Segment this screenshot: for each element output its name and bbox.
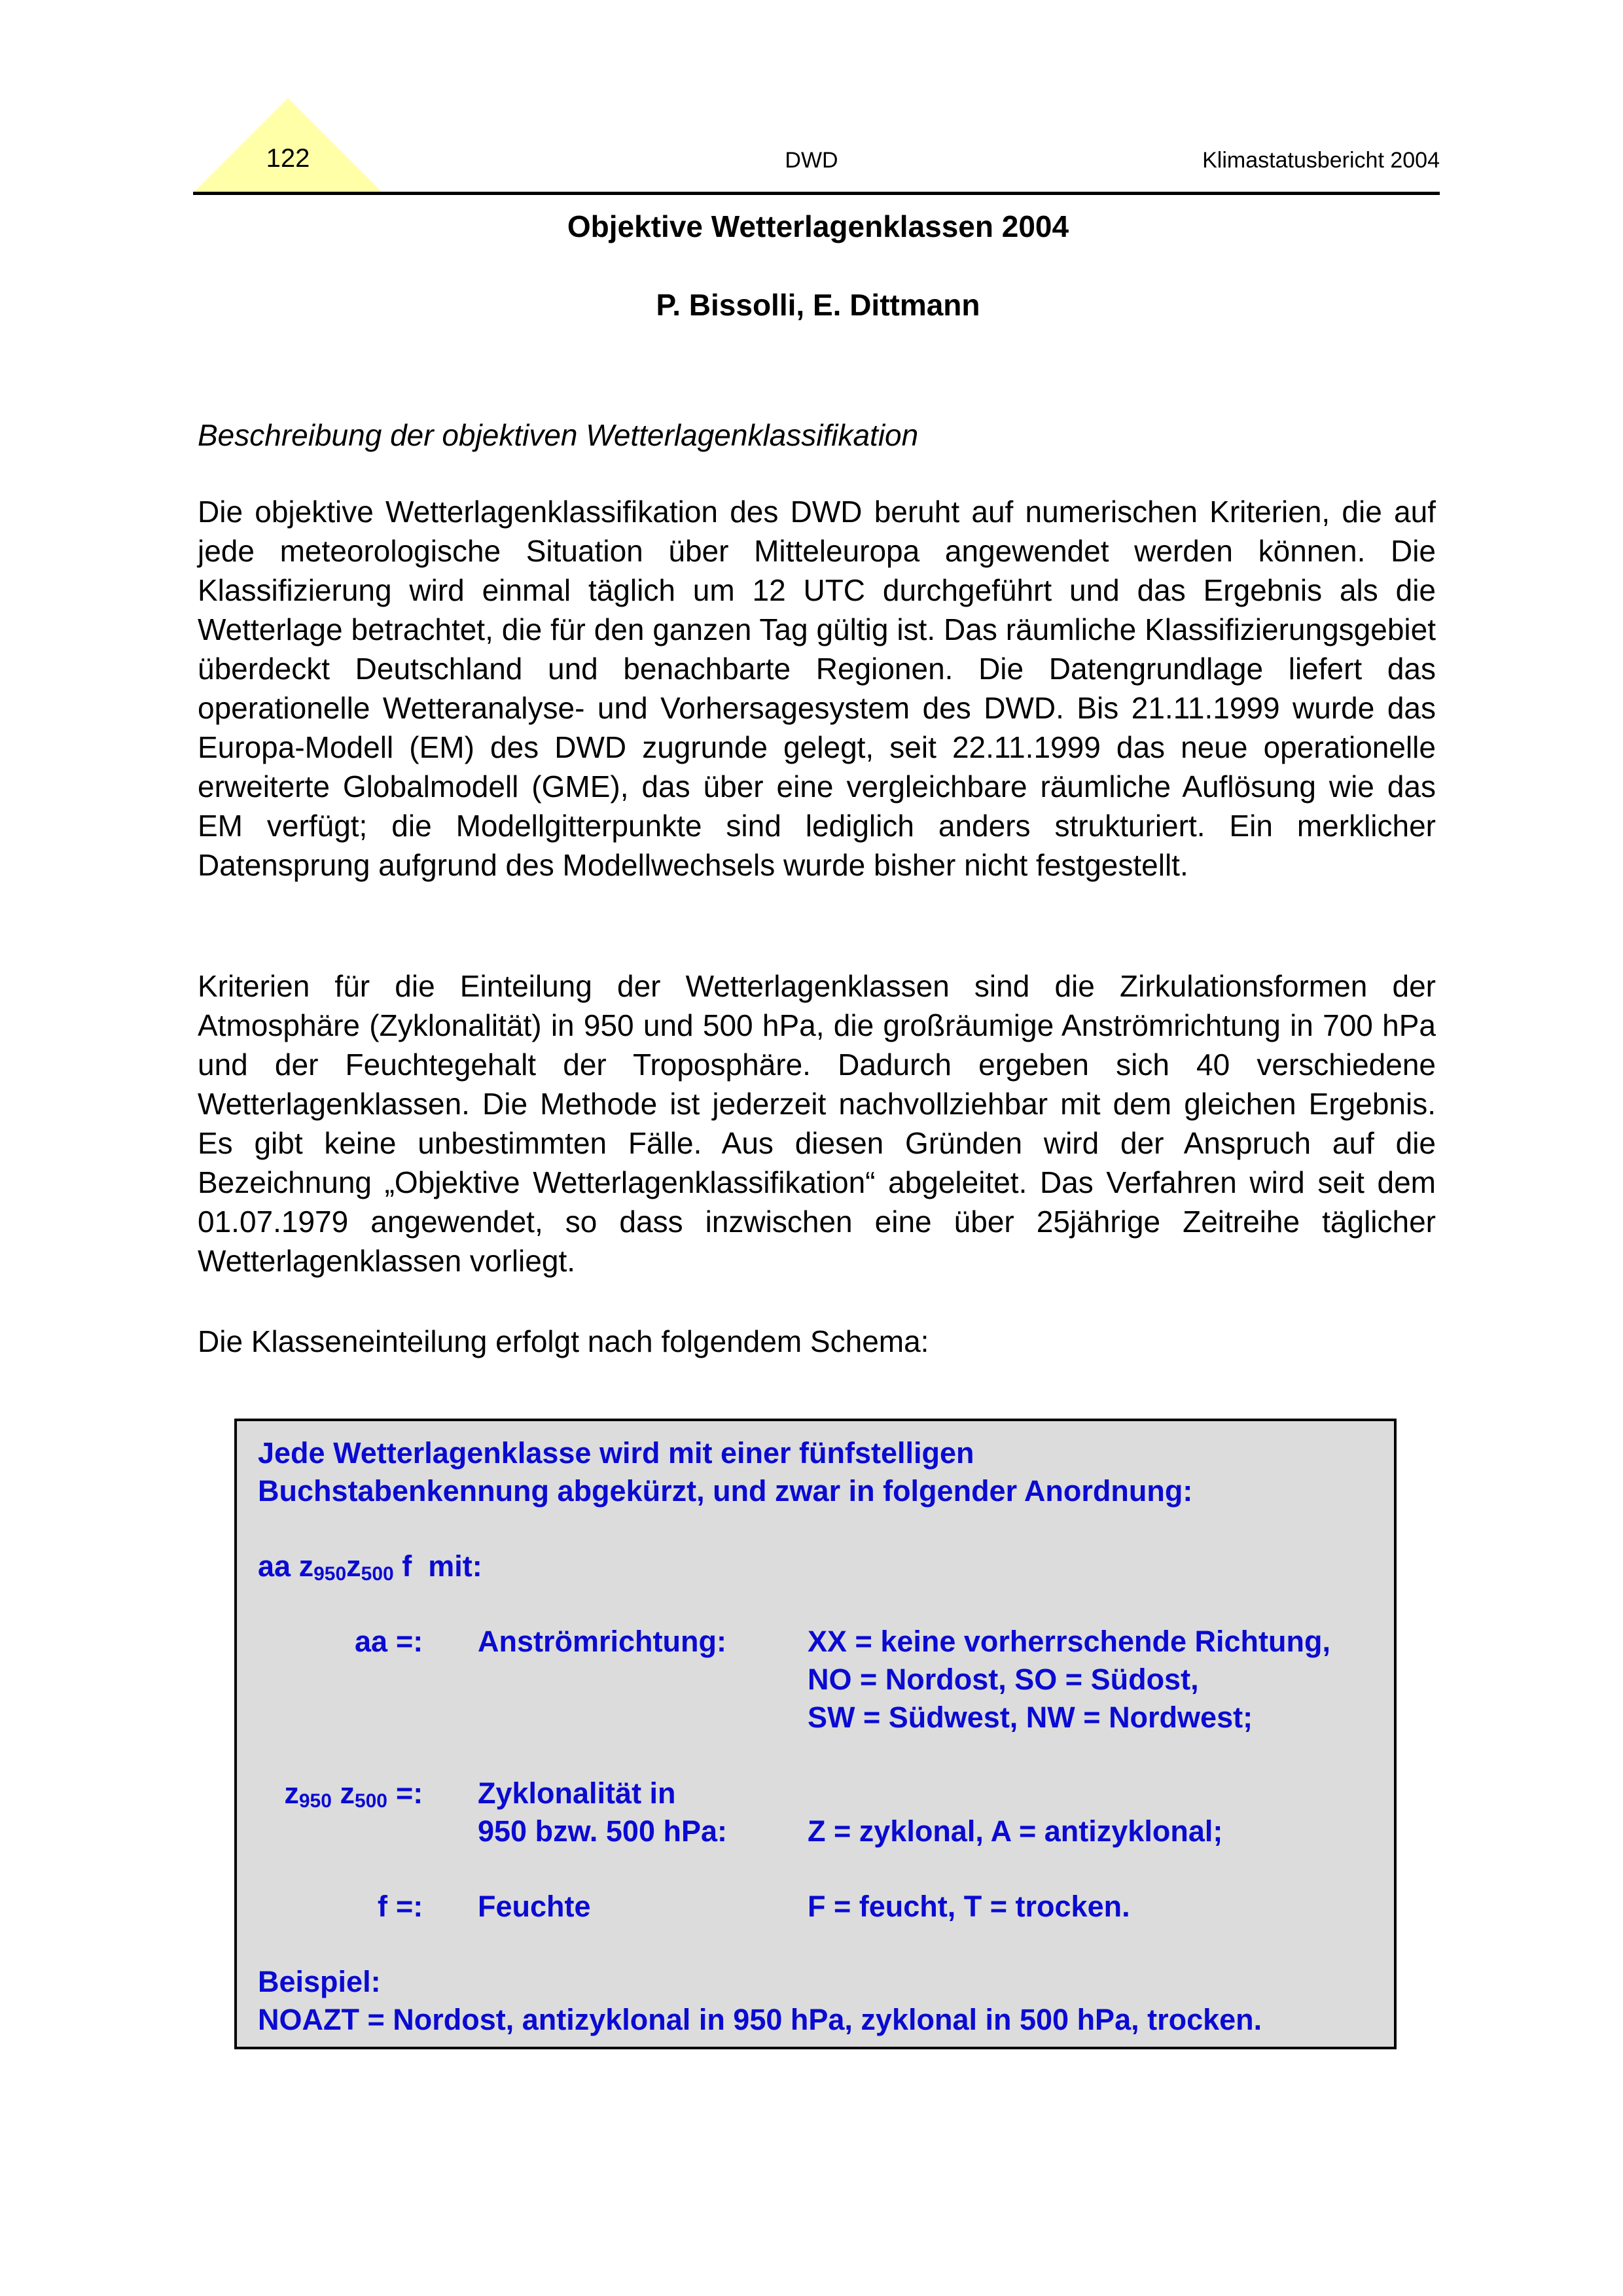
formula-mit: mit:: [428, 1549, 482, 1583]
schema-value: SW = Südwest, NW = Nordwest;: [808, 1701, 1253, 1734]
header-report-title: Klimastatusbericht 2004: [1202, 148, 1440, 173]
formula-z950: $z_{950}$: [298, 1549, 347, 1585]
article-authors: P. Bissolli, E. Dittmann: [656, 288, 980, 322]
schema-formula: [258, 1547, 482, 1585]
schema-eq: =:: [396, 1890, 423, 1923]
schema-intro-line: Jede Wetterlagenklasse wird mit einer fünfstelligen: [258, 1436, 974, 1470]
schema-eq: =:: [396, 1776, 423, 1810]
header-divider: [193, 192, 1440, 195]
schema-intro-line: Buchstabenkennung abgekürzt, und zwar in folgender Anordnung:: [258, 1474, 1193, 1508]
schema-key-z950-z500: $z_{950}$ $z_{500}$: [284, 1776, 387, 1812]
body-paragraph: Die objektive Wetterlagenklassifikation des DWD beruht auf numerischen Kriterien, die auf jede meteorologische Situation über Mitteleuropa angewendet werden können. Die Klassifizierung wird einmal täglich um 12 UTC durchgeführt und das Ergebnis als die Wetterlage betrachtet, die für den ganzen Tag gültig ist. Das räumliche Klassifizierungsgebiet überdeckt Deutschland und benachbarte Regionen. Die Datengrundlage liefert das operationelle Wetteranalyse- und Vorhersagesystem des DWD. Bis 21.11.1999 wurde das Europa-Modell (EM) des DWD zugrunde gelegt, seit 22.11.1999 das neue operationelle erweiterte Globalmodell (GME), das über eine vergleichbare räumliche Auflösung wie das EM verfügt; die Modellgitterpunkte sind lediglich anders strukturiert. Ein merklicher Datensprung aufgrund des Modellwechsels wurde bisher nicht festgestellt.: [198, 495, 1436, 882]
formula-z500: $z_{500}$: [346, 1549, 394, 1585]
schema-eq: =:: [396, 1625, 423, 1658]
schema-value: F = feucht, T = trocken.: [808, 1890, 1130, 1923]
formula-f: f: [402, 1549, 412, 1583]
body-paragraph: Kriterien für die Einteilung der Wetterlagenklassen sind die Zirkulationsformen der Atmosphäre (Zyklonalität) in 950 und 500 hPa, die großräumige Anströmrichtung in 700 hPa und der Feuchtegehalt der Troposphäre. Dadurch ergeben sich 40 verschiedene Wetterlagenklassen. Die Methode ist jederzeit nachvollziehbar mit dem gleichen Ergebnis. Es gibt keine unbestimmten Fälle. Aus diesen Gründen wird der Anspruch auf die Bezeichnung „Objektive Wetterlagenklassifikation“ abgeleitet. Das Verfahren wird seit dem 01.07.1979 angewendet, so dass inzwischen eine über 25jährige Zeitreihe täglicher Wetterlagenklassen vorliegt.: [198, 969, 1436, 1278]
schema-example-label: Beispiel:: [258, 1965, 381, 1998]
schema-key-aa: aa: [354, 1625, 387, 1658]
article-title: Objektive Wetterlagenklassen 2004: [567, 209, 1069, 243]
schema-key-f: f: [378, 1890, 387, 1923]
schema-example-text: NOAZT = Nordost, antizyklonal in 950 hPa, zyklonal in 500 hPa, trocken.: [258, 2003, 1262, 2036]
page-number: 122: [266, 144, 310, 173]
schema-value: NO = Nordost, SO = Südost,: [808, 1663, 1199, 1696]
schema-value: Z = zyklonal, A = antizyklonal;: [808, 1814, 1223, 1848]
schema-name-humidity: Feuchte: [478, 1890, 591, 1923]
classification-schema-box: [234, 1419, 1397, 2049]
schema-value: XX = keine vorherrschende Richtung,: [808, 1625, 1330, 1658]
section-heading: Beschreibung der objektiven Wetterlagenklassifikation: [198, 418, 919, 452]
schema-name-direction: Anströmrichtung:: [478, 1625, 726, 1658]
formula-aa: aa: [258, 1549, 291, 1583]
header-publisher: DWD: [785, 148, 838, 173]
body-paragraph: Die Klasseneinteilung erfolgt nach folgendem Schema:: [198, 1324, 929, 1358]
schema-name-cyclonality: Zyklonalität in: [478, 1776, 676, 1810]
schema-name-cyclonality: 950 bzw. 500 hPa:: [478, 1814, 728, 1848]
